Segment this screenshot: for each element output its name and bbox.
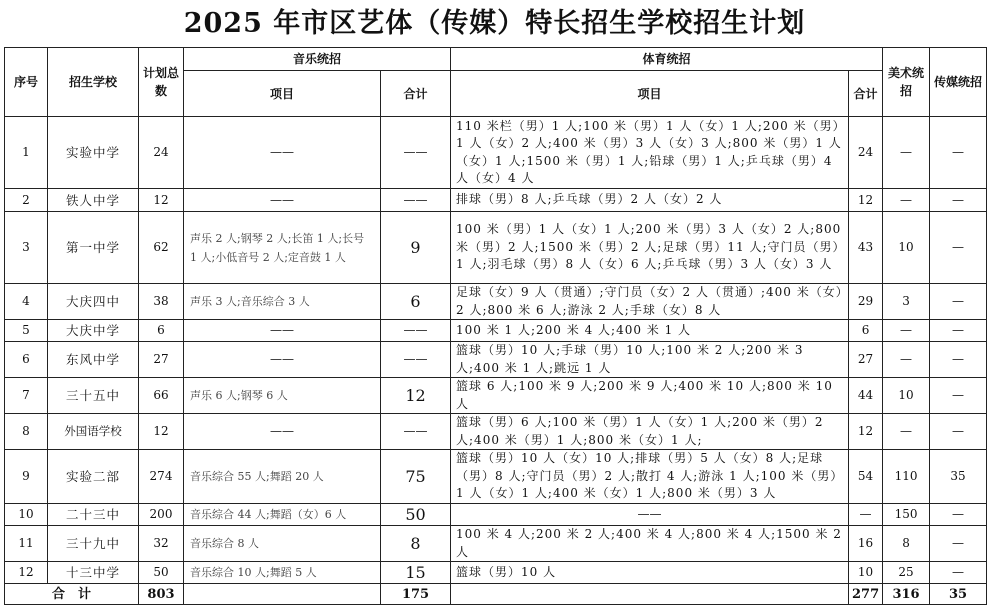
row-index: 10 [5,504,48,526]
header-sport-items: 项目 [451,71,849,117]
row-index: 5 [5,320,48,342]
row-sport-total: 24 [849,117,883,189]
row-school: 实验二部 [48,450,139,504]
row-school: 十三中学 [48,562,139,584]
table-row [5,284,987,320]
row-media: — [930,378,987,414]
row-index: 3 [5,212,48,284]
row-index: 8 [5,414,48,450]
row-sport-items: —— [451,504,849,526]
row-sport-total: 54 [849,450,883,504]
row-music-items: 音乐综合 8 人 [184,526,381,562]
row-sport-items: 110 米栏（男）1 人;100 米（男）1 人（女）1 人;200 米（男）1 人（女）2 人;400 米（男）3 人（女）3 人;800 米（男）1 人（女）1 人;1500 米（男）1 人;铅球（男）1 人;乒乓球（男）4 人（女）4 人 [451,117,849,189]
row-sport-total: 27 [849,342,883,378]
row-music-items: 声乐 2 人;钢琴 2 人;长笛 1 人;长号 1 人;小低音号 2 人;定音鼓 1 人 [184,212,381,284]
row-total: 274 [139,450,184,504]
row-music-total: 9 [381,212,451,284]
row-music-total: —— [381,117,451,189]
total-art: 316 [883,584,930,605]
row-media: — [930,284,987,320]
table-row [5,117,987,189]
row-index: 2 [5,189,48,212]
row-art: 3 [883,284,930,320]
row-school: 第一中学 [48,212,139,284]
row-index: 1 [5,117,48,189]
header-art: 美术统招 [883,48,930,117]
row-media: — [930,212,987,284]
row-index: 11 [5,526,48,562]
row-total: 12 [139,189,184,212]
table-row [5,378,987,414]
row-art: 10 [883,378,930,414]
row-index: 6 [5,342,48,378]
row-index: 4 [5,284,48,320]
row-art: 110 [883,450,930,504]
row-sport-items: 篮球（男）10 人 [451,562,849,584]
row-total: 200 [139,504,184,526]
row-index: 9 [5,450,48,504]
row-sport-items: 100 米 4 人;200 米 2 人;400 米 4 人;800 米 4 人;1500 米 2 人 [451,526,849,562]
row-music-items: 音乐综合 10 人;舞蹈 5 人 [184,562,381,584]
row-media: — [930,526,987,562]
row-music-items: 声乐 3 人;音乐综合 3 人 [184,284,381,320]
table-row [5,414,987,450]
row-sport-items: 足球（女）9 人（贯通）;守门员（女）2 人（贯通）;400 米（女）2 人;800 米 6 人;游泳 2 人;手球（女）8 人 [451,284,849,320]
row-sport-total: 16 [849,526,883,562]
row-total: 27 [139,342,184,378]
row-media: — [930,504,987,526]
row-art: 10 [883,212,930,284]
row-total: 62 [139,212,184,284]
row-sport-total: 43 [849,212,883,284]
row-music-items: —— [184,414,381,450]
row-media: — [930,320,987,342]
row-media: — [930,342,987,378]
row-sport-total: 6 [849,320,883,342]
row-art: — [883,342,930,378]
header-media: 传媒统招 [930,48,987,117]
row-media: — [930,117,987,189]
header-school: 招生学校 [48,48,139,117]
row-art: 150 [883,504,930,526]
row-school: 实验中学 [48,117,139,189]
total-media: 35 [930,584,987,605]
row-total: 6 [139,320,184,342]
row-art: — [883,189,930,212]
row-sport-total: 12 [849,414,883,450]
row-sport-items: 篮球 6 人;100 米 9 人;200 米 9 人;400 米 10 人;800 米 10 人 [451,378,849,414]
row-music-total: 6 [381,284,451,320]
row-total: 66 [139,378,184,414]
table-row [5,212,987,284]
row-sport-total: — [849,504,883,526]
row-music-items: —— [184,189,381,212]
row-music-items: 声乐 6 人;钢琴 6 人 [184,378,381,414]
row-total: 12 [139,414,184,450]
table-row [5,504,987,526]
total-music: 175 [381,584,451,605]
table-row [5,450,987,504]
row-sport-total: 10 [849,562,883,584]
row-music-items: —— [184,342,381,378]
total-label: 合 计 [5,584,139,605]
row-music-total: —— [381,342,451,378]
header-music-group: 音乐统招 [184,48,451,71]
row-index: 7 [5,378,48,414]
enrollment-plan-table [4,47,987,605]
page-title: 2025 年市区艺体（传媒）特长招生学校招生计划 [183,8,806,39]
row-sport-items: 篮球（男）10 人;手球（男）10 人;100 米 2 人;200 米 3 人;400 米 1 人;跳远 1 人 [451,342,849,378]
row-music-total: —— [381,189,451,212]
total-plan: 803 [139,584,184,605]
row-art: — [883,414,930,450]
table-row [5,189,987,212]
row-sport-total: 44 [849,378,883,414]
row-music-total: —— [381,320,451,342]
row-art: — [883,117,930,189]
row-total: 32 [139,526,184,562]
header-sport-group: 体育统招 [451,48,883,71]
row-music-items: 音乐综合 55 人;舞蹈 20 人 [184,450,381,504]
row-sport-items: 100 米（男）1 人（女）1 人;200 米（男）3 人（女）2 人;800 米（男）2 人;1500 米（男）2 人;足球（男）11 人;守门员（男）1 人;羽毛球（男）8 人（女）6 人;乒乓球（男）3 人（女）3 人 [451,212,849,284]
row-music-total: 15 [381,562,451,584]
row-music-total: —— [381,414,451,450]
table-row [5,562,987,584]
row-sport-items: 篮球（男）6 人;100 米（男）1 人（女）1 人;200 米（男）2 人;400 米（男）1 人;800 米（女）1 人; [451,414,849,450]
row-school: 东风中学 [48,342,139,378]
header-index: 序号 [5,48,48,117]
row-sport-items: 100 米 1 人;200 米 4 人;400 米 1 人 [451,320,849,342]
header-total-plan: 计划总数 [139,48,184,117]
row-school: 铁人中学 [48,189,139,212]
row-art: — [883,320,930,342]
row-music-items: —— [184,320,381,342]
row-total: 24 [139,117,184,189]
row-music-items: 音乐综合 44 人;舞蹈（女）6 人 [184,504,381,526]
row-school: 大庆四中 [48,284,139,320]
row-sport-total: 29 [849,284,883,320]
row-school: 大庆中学 [48,320,139,342]
row-sport-items: 排球（男）8 人;乒乓球（男）2 人（女）2 人 [451,189,849,212]
row-music-total: 12 [381,378,451,414]
row-art: 8 [883,526,930,562]
row-total: 50 [139,562,184,584]
table-row [5,526,987,562]
table-row [5,320,987,342]
row-school: 二十三中 [48,504,139,526]
row-media: — [930,189,987,212]
row-music-items: —— [184,117,381,189]
row-art: 25 [883,562,930,584]
table-row [5,342,987,378]
row-music-total: 8 [381,526,451,562]
row-media: — [930,562,987,584]
total-music-items-empty [184,584,381,605]
row-total: 38 [139,284,184,320]
row-media: 35 [930,450,987,504]
row-music-total: 75 [381,450,451,504]
row-sport-items: 篮球（男）10 人（女）10 人;排球（男）5 人（女）8 人;足球（男）8 人;守门员（男）2 人;散打 4 人;游泳 1 人;100 米（男）1 人（女）1 人;400 米（女）1 人;800 米（男）3 人 [451,450,849,504]
total-sport-items-empty [451,584,849,605]
row-school: 三十五中 [48,378,139,414]
row-sport-total: 12 [849,189,883,212]
header-music-items: 项目 [184,71,381,117]
header-sport-total: 合计 [849,71,883,117]
row-index: 12 [5,562,48,584]
total-row [5,584,987,605]
header-music-total: 合计 [381,71,451,117]
row-school: 三十九中 [48,526,139,562]
row-school: 外国语学校 [48,414,139,450]
total-sport: 277 [849,584,883,605]
row-media: — [930,414,987,450]
row-music-total: 50 [381,504,451,526]
